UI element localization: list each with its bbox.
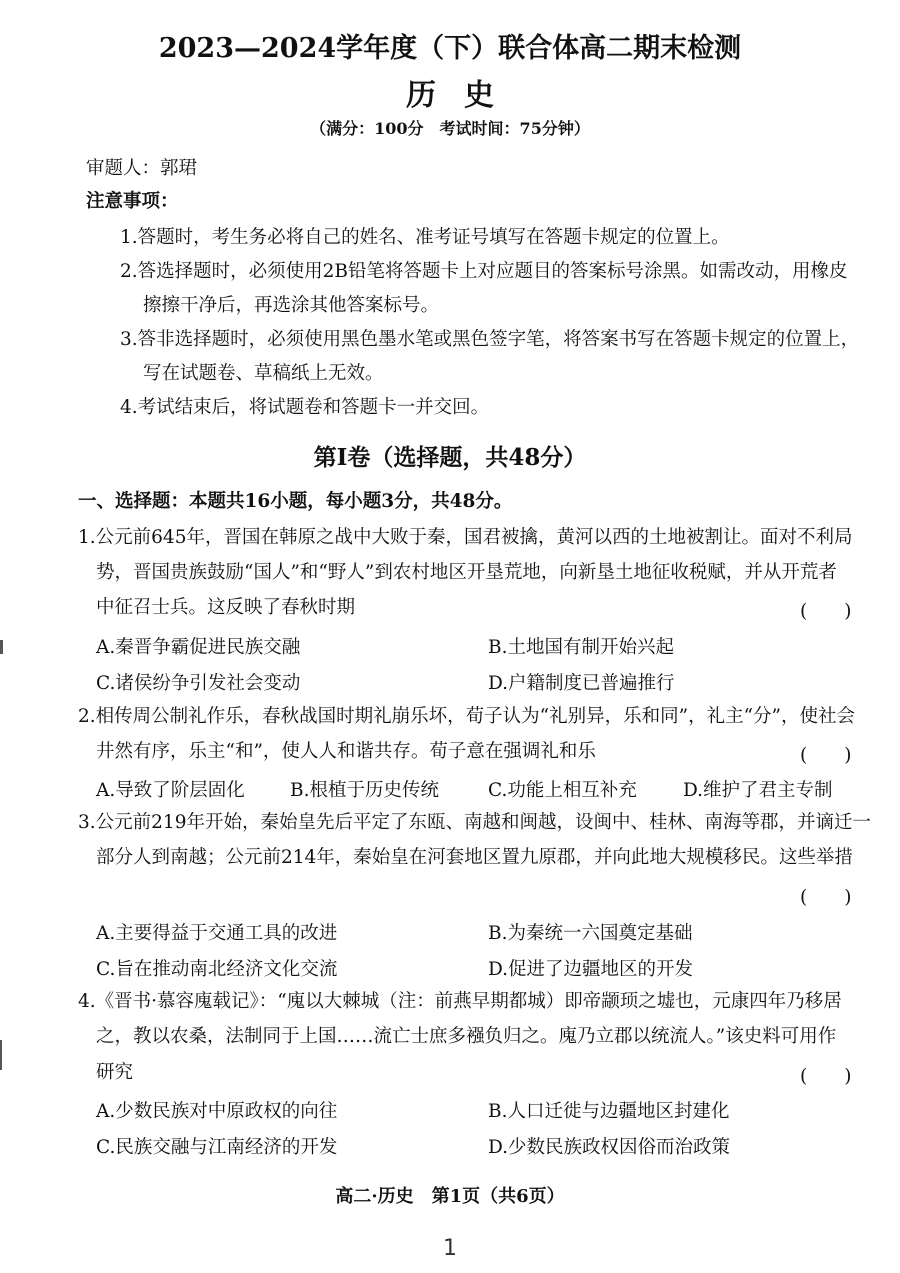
scan-edge-mark [0, 640, 3, 654]
question-1-option-d: D.户籍制度已普遍推行 [488, 673, 675, 694]
question-2-option-a: A.导致了阶层固化 [96, 780, 245, 801]
question-1-line-2: 势，晋国贵族鼓励“国人”和“野人”到农村地区开垦荒地，向新垦土地征收税赋，并从开荒者 [96, 562, 837, 583]
question-4-option-c: C.民族交融与江南经济的开发 [96, 1137, 338, 1158]
scan-edge-mark [0, 1040, 2, 1070]
question-1-option-b: B.土地国有制开始兴起 [488, 637, 674, 658]
question-1-option-a: A.秦晋争霸促进民族交融 [96, 637, 301, 658]
question-2-line-2: 井然有序，乐主“和”，使人人和谐共存。荀子意在强调礼和乐 [96, 741, 596, 762]
question-4-line-1: 4.《晋书·慕容廆载记》：“廆以大棘城（注：前燕早期都城）即帝颛顼之墟也，元康四年乃移居 [78, 991, 842, 1012]
notice-item-2: 2.答选择题时，必须使用2B铅笔将答题卡上对应题目的答案标号涂黑。如需改动，用橡皮 [120, 261, 848, 282]
notice-heading: 注意事项： [86, 191, 179, 212]
question-1-option-c: C.诸侯纷争引发社会变动 [96, 673, 301, 694]
page-footer: 高二·历史 第1页（共6页） [335, 1186, 565, 1207]
question-2-option-c: C.功能上相互补充 [488, 780, 637, 801]
exam-meta: （满分：100分 考试时间：75分钟） [310, 119, 590, 138]
reviewer: 审题人：郭珺 [86, 158, 198, 179]
question-3-option-c: C.旨在推动南北经济文化交流 [96, 959, 338, 980]
question-3-option-b: B.为秦统一六国奠定基础 [488, 923, 693, 944]
exam-title: 2023—2024学年度（下）联合体高二期末检测 [158, 33, 742, 64]
question-4-option-b: B.人口迁徙与边疆地区封建化 [488, 1101, 730, 1122]
question-4-option-a: A.少数民族对中原政权的向往 [96, 1101, 338, 1122]
answer-bracket-3: ( ) [800, 887, 852, 908]
question-3-option-d: D.促进了边疆地区的开发 [488, 959, 694, 980]
question-2-option-d: D.维护了君主专制 [683, 780, 833, 801]
question-4-line-3: 研究 [96, 1062, 134, 1083]
answer-bracket-4: ( ) [800, 1066, 852, 1087]
question-1-line-1: 1.公元前645年，晋国在韩原之战中大败于秦，国君被擒，黄河以西的土地被割让。面对不利局 [78, 527, 853, 548]
notice-item-4: 4.考试结束后，将试题卷和答题卡一并交回。 [120, 397, 490, 418]
answer-bracket-1: ( ) [800, 601, 852, 622]
question-1-line-3: 中征召士兵。这反映了春秋时期 [96, 597, 356, 618]
question-3-line-2: 部分人到南越；公元前214年，秦始皇在河套地区置九原郡，并向此地大规模移民。这些举措 [96, 847, 853, 868]
answer-bracket-2: ( ) [800, 745, 852, 766]
question-3-option-a: A.主要得益于交通工具的改进 [96, 923, 338, 944]
question-4-option-d: D.少数民族政权因俗而治政策 [488, 1137, 731, 1158]
question-2-line-1: 2.相传周公制礼作乐，春秋战国时期礼崩乐坏，荀子认为“礼别异，乐和同”，礼主“分”，使社会 [78, 706, 855, 727]
question-4-line-2: 之，教以农桑，法制同于上国……流亡士庶多襁负归之。廆乃立郡以统流人。”该史料可用作 [96, 1026, 837, 1047]
notice-item-3-cont: 写在试题卷、草稿纸上无效。 [143, 363, 384, 384]
question-3-line-1: 3.公元前219年开始，秦始皇先后平定了东瓯、南越和闽越，设闽中、桂林、南海等郡，并谪迁一 [78, 812, 871, 833]
notice-item-3: 3.答非选择题时，必须使用黑色墨水笔或黑色签字笔，将答案书写在答题卡规定的位置上， [120, 329, 860, 350]
part-heading: 一、选择题：本题共16小题，每小题3分，共48分。 [78, 491, 513, 512]
subject-title: 历史 [406, 78, 522, 113]
page-number: 1 [443, 1236, 457, 1261]
notice-item-1: 1.答题时，考生务必将自己的姓名、准考证号填写在答题卡规定的位置上。 [120, 227, 730, 248]
notice-item-2-cont: 擦擦干净后，再选涂其他答案标号。 [143, 295, 440, 316]
question-2-option-b: B.根植于历史传统 [290, 780, 439, 801]
section-title: 第Ⅰ卷（选择题，共48分） [313, 444, 587, 471]
